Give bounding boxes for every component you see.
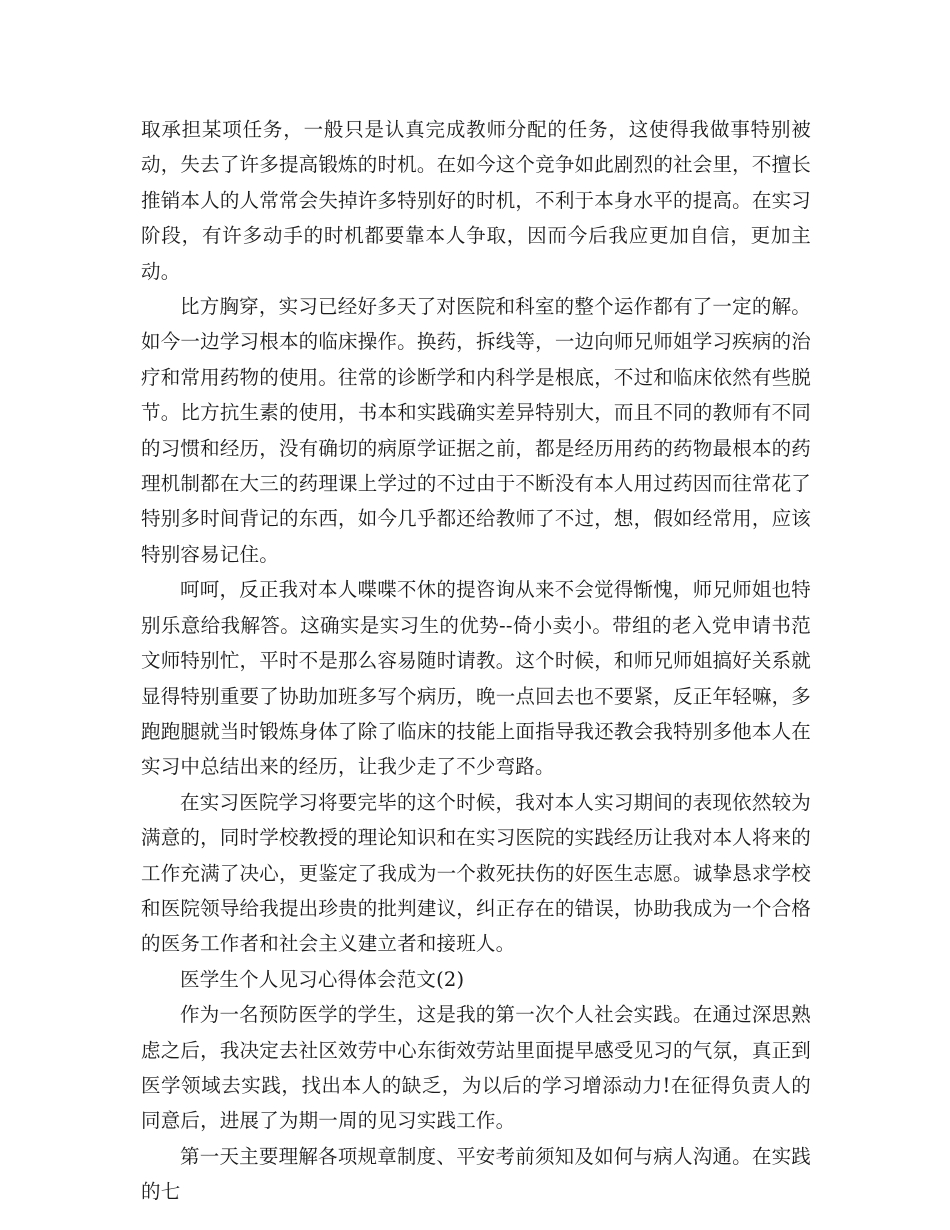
paragraph-4: 在实习医院学习将要完毕的这个时候，我对本人实习期间的表现依然较为满意的，同时学校教授的理论知识和在实习医院的实践经历让我对本人将来的工作充满了决心，更鉴定了我成为一个救死扶伤的好医生志愿。诚挚恳求学校和医院领导给我提出珍贵的批判建议，纠正存在的错误，协助我成为一个合格的医务工作者和社会主义建立者和接班人。: [141, 790, 811, 956]
document-body: [141, 112, 811, 1210]
paragraph-3: 呵呵，反正我对本人喋喋不休的提咨询从来不会觉得惭愧，师兄师姐也特别乐意给我解答。这确实是实习生的优势--倚小卖小。带组的老入党申请书范文师特别忙，平时不是那么容易随时请教。这个时候，和师兄师姐搞好关系就显得特别重要了协助加班多写个病历，晚一点回去也不要紧，反正年轻嘛，多跑跑腿就当时锻炼身体了除了临床的技能上面指导我还教会我特别多他本人在实习中总结出来的经历，让我少走了不少弯路。: [141, 578, 811, 779]
section-heading: 医学生个人见习心得体会范文(2): [180, 967, 465, 991]
paragraph-6: 第一天主要理解各项规章制度、平安考前须知及如何与病人沟通。在实践的七: [141, 1144, 811, 1204]
paragraph-5: 作为一名预防医学的学生，这是我的第一次个人社会实践。在通过深思熟虑之后，我决定去社区效劳中心东街效劳站里面提早感受见习的气氛，真正到医学领域去实践，找出本人的缺乏，为以后的学习增添动力!在征得负责人的同意后，进展了为期一周的见习实践工作。: [141, 1003, 811, 1133]
paragraph-1: 取承担某项任务，一般只是认真完成教师分配的任务，这使得我做事特别被动，失去了许多提高锻炼的时机。在如今这个竞争如此剧烈的社会里，不擅长推销本人的人常常会失掉许多特别好的时机，不利于本身水平的提高。在实习阶段，有许多动手的时机都要靠本人争取，因而今后我应更加自信，更加主动。: [141, 118, 811, 283]
paragraph-2: 比方胸穿，实习已经好多天了对医院和科室的整个运作都有了一定的解。如今一边学习根本的临床操作。换药，拆线等，一边向师兄师姐学习疾病的治疗和常用药物的使用。往常的诊断学和内科学是根底，不过和临床依然有些脱节。比方抗生素的使用，书本和实践确实差异特别大，而且不同的教师有不同的习惯和经历，没有确切的病原学证据之前，都是经历用药的药物最根本的药理机制都在大三的药理课上学过的不过由于不断没有本人用过药因而往常花了特别多时间背记的东西，如今几乎都还给教师了不过，想，假如经常用，应该特别容易记住。: [141, 295, 811, 566]
